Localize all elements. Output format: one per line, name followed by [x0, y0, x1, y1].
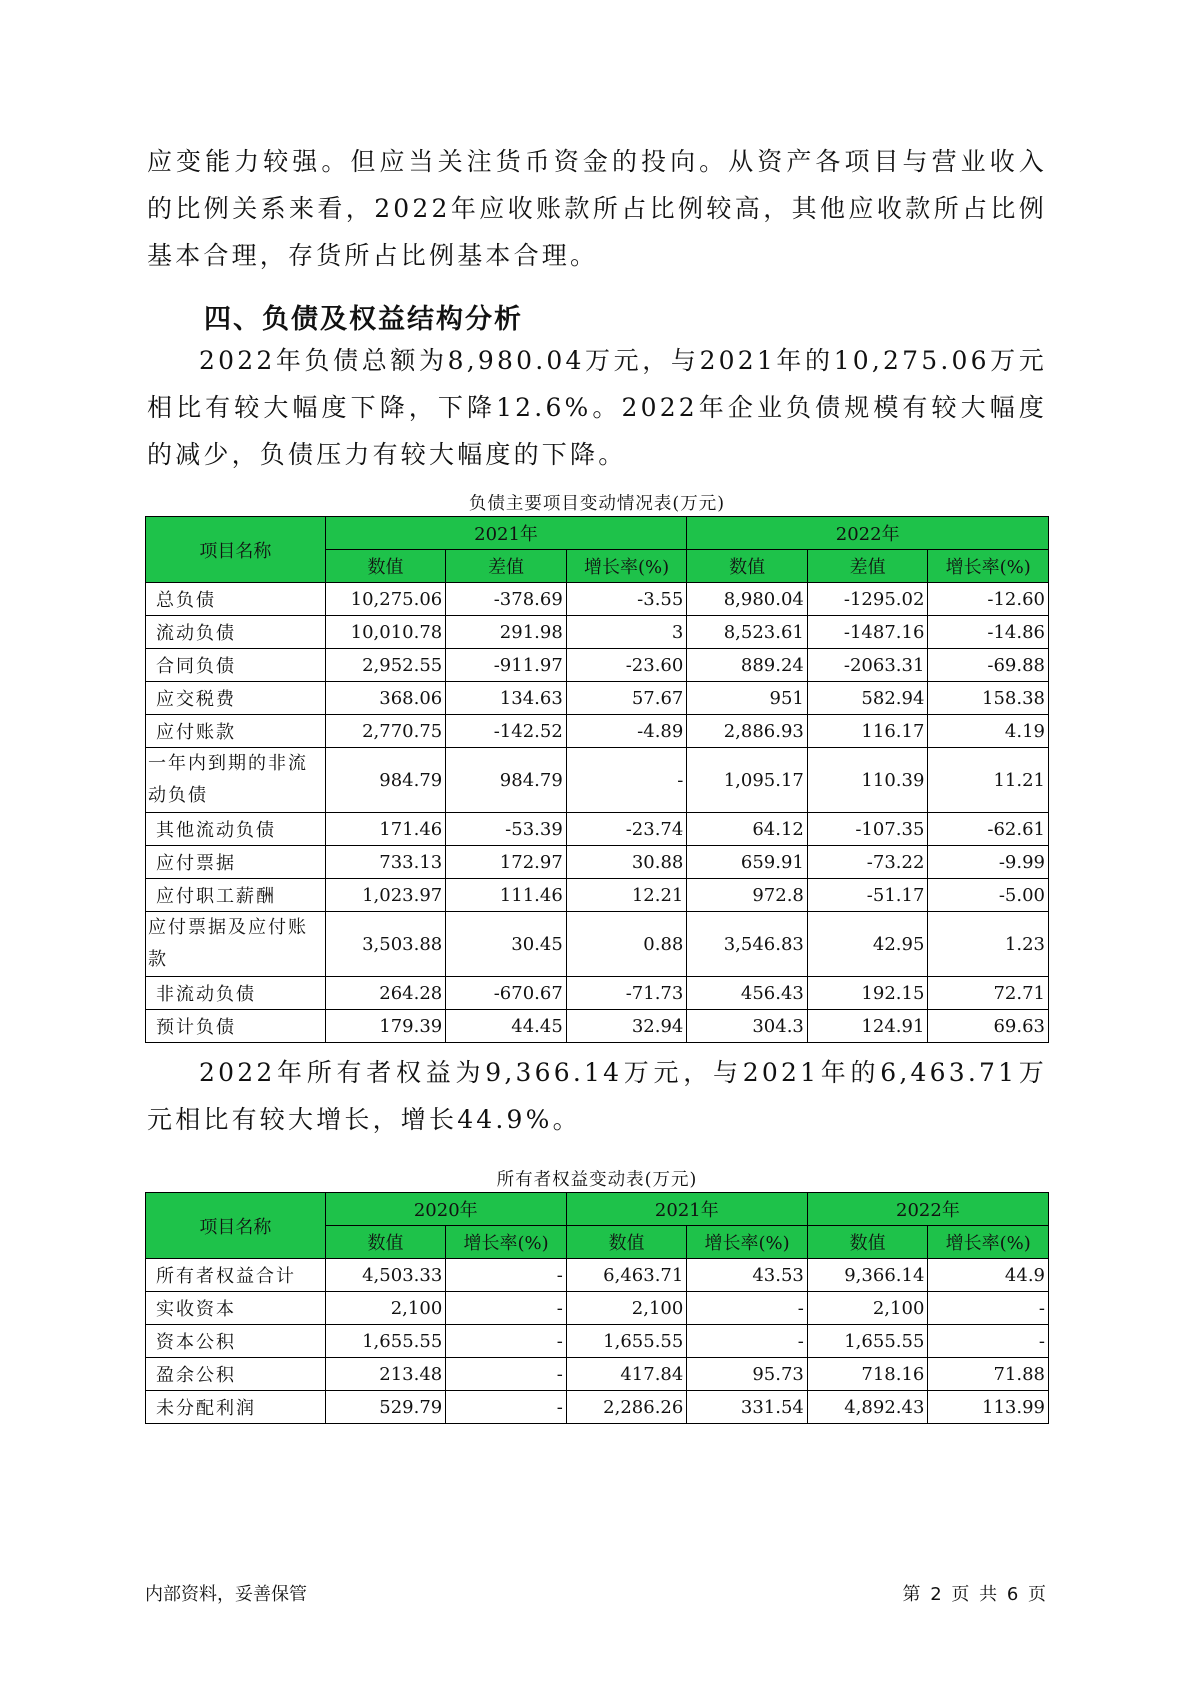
row-label: 所有者权益合计 [146, 1259, 326, 1292]
col-header-item: 项目名称 [146, 517, 326, 583]
table-cell: 42.95 [807, 912, 928, 977]
table-cell: 110.39 [807, 748, 928, 813]
year-header: 2022年 [687, 517, 1049, 550]
row-label: 应付票据 [146, 846, 326, 879]
table-cell: 116.17 [807, 715, 928, 748]
table-row [146, 879, 1049, 912]
table-cell: 57.67 [566, 682, 687, 715]
table-cell: 291.98 [446, 616, 567, 649]
row-label: 应付票据及应付账款 [146, 912, 326, 977]
table-cell: 44.45 [446, 1010, 567, 1043]
liability-table-caption: 负债主要项目变动情况表(万元) [468, 494, 726, 514]
footer-confidential: 内部资料，妥善保管 [145, 1584, 307, 1605]
table-cell: -51.17 [807, 879, 928, 912]
row-label: 一年内到期的非流动负债 [146, 748, 326, 813]
table-cell: 984.79 [446, 748, 567, 813]
table-cell: 3,546.83 [687, 912, 808, 977]
table-cell: 3,503.88 [325, 912, 446, 977]
table-cell: 659.91 [687, 846, 808, 879]
table-cell: 582.94 [807, 682, 928, 715]
sub-header: 数值 [325, 1226, 446, 1259]
table-cell: 304.3 [687, 1010, 808, 1043]
table-cell: 6,463.71 [566, 1259, 687, 1292]
table-cell: 733.13 [325, 846, 446, 879]
table-cell: -62.61 [928, 813, 1049, 846]
table-cell: -670.67 [446, 977, 567, 1010]
table-cell: 8,523.61 [687, 616, 808, 649]
row-label: 流动负债 [146, 616, 326, 649]
table-cell: 213.48 [325, 1358, 446, 1391]
table-cell: 2,286.26 [566, 1391, 687, 1424]
year-header: 2021年 [325, 517, 687, 550]
table-cell: 113.99 [928, 1391, 1049, 1424]
table-cell: 30.45 [446, 912, 567, 977]
row-label: 其他流动负债 [146, 813, 326, 846]
year-header: 2021年 [566, 1193, 807, 1226]
table-cell: 331.54 [687, 1391, 808, 1424]
table-cell: -4.89 [566, 715, 687, 748]
sub-header: 数值 [807, 1226, 928, 1259]
table-cell: -53.39 [446, 813, 567, 846]
sub-header: 数值 [687, 550, 808, 583]
table-cell: 417.84 [566, 1358, 687, 1391]
table-cell: - [446, 1358, 567, 1391]
table-cell: 1,023.97 [325, 879, 446, 912]
table-cell: -3.55 [566, 583, 687, 616]
equity-table-body [146, 1259, 1049, 1424]
table-cell: 95.73 [687, 1358, 808, 1391]
table-cell: -378.69 [446, 583, 567, 616]
table-cell: 1,655.55 [807, 1325, 928, 1358]
sub-header: 增长率(%) [446, 1226, 567, 1259]
table-cell: 456.43 [687, 977, 808, 1010]
table-cell: -69.88 [928, 649, 1049, 682]
table-cell: -73.22 [807, 846, 928, 879]
row-label: 应交税费 [146, 682, 326, 715]
table-cell: - [928, 1325, 1049, 1358]
row-label: 合同负债 [146, 649, 326, 682]
table-cell: 134.63 [446, 682, 567, 715]
table-cell: 43.53 [687, 1259, 808, 1292]
equity-table-caption: 所有者权益变动表(万元) [496, 1170, 698, 1190]
liability-table [145, 516, 1049, 1043]
table-cell: - [566, 748, 687, 813]
table-cell: -5.00 [928, 879, 1049, 912]
sub-header: 差值 [446, 550, 567, 583]
table-row [146, 649, 1049, 682]
sub-header: 增长率(%) [566, 550, 687, 583]
row-label: 总负债 [146, 583, 326, 616]
table-cell: 69.63 [928, 1010, 1049, 1043]
table-row [146, 616, 1049, 649]
table-cell: 12.21 [566, 879, 687, 912]
table-cell: 1,655.55 [566, 1325, 687, 1358]
table-cell: 718.16 [807, 1358, 928, 1391]
row-label: 资本公积 [146, 1325, 326, 1358]
table-cell: 984.79 [325, 748, 446, 813]
liability-paragraph: 2022年负债总额为8,980.04万元，与2021年的10,275.06万元相比有较大幅度下降，下降12.6%。2022年企业负债规模有较大幅度的减少，负债压力有较大幅度的下降。 [147, 346, 1047, 469]
table-cell: - [687, 1292, 808, 1325]
table-cell: -23.74 [566, 813, 687, 846]
table-cell: -107.35 [807, 813, 928, 846]
table-cell: - [446, 1292, 567, 1325]
table-row [146, 1259, 1049, 1292]
table-cell: 2,100 [807, 1292, 928, 1325]
table-cell: 4,892.43 [807, 1391, 928, 1424]
year-header: 2020年 [325, 1193, 566, 1226]
table-cell: 44.9 [928, 1259, 1049, 1292]
table-cell: 11.21 [928, 748, 1049, 813]
table-cell: 72.71 [928, 977, 1049, 1010]
table-cell: 111.46 [446, 879, 567, 912]
table-row [146, 912, 1049, 977]
table-cell: -142.52 [446, 715, 567, 748]
table-cell: 1.23 [928, 912, 1049, 977]
table-cell: 10,275.06 [325, 583, 446, 616]
table-cell: -23.60 [566, 649, 687, 682]
table-cell: -71.73 [566, 977, 687, 1010]
table-cell: 158.38 [928, 682, 1049, 715]
table-cell: 2,952.55 [325, 649, 446, 682]
table-row [146, 1010, 1049, 1043]
table-cell: 529.79 [325, 1391, 446, 1424]
row-label: 实收资本 [146, 1292, 326, 1325]
table-cell: -9.99 [928, 846, 1049, 879]
table-cell: 2,770.75 [325, 715, 446, 748]
table-cell: 4.19 [928, 715, 1049, 748]
sub-header: 增长率(%) [687, 1226, 808, 1259]
table-row [146, 1292, 1049, 1325]
table-cell: 171.46 [325, 813, 446, 846]
row-label: 未分配利润 [146, 1391, 326, 1424]
table-cell: 32.94 [566, 1010, 687, 1043]
table-cell: 3 [566, 616, 687, 649]
table-cell: 179.39 [325, 1010, 446, 1043]
sub-header: 数值 [566, 1226, 687, 1259]
footer-page-number: 第 2 页 共 6 页 [902, 1584, 1046, 1605]
table-cell: -12.60 [928, 583, 1049, 616]
row-label: 非流动负债 [146, 977, 326, 1010]
section-heading: 四、负债及权益结构分析 [204, 304, 523, 335]
sub-header: 增长率(%) [928, 550, 1049, 583]
table-cell: 2,886.93 [687, 715, 808, 748]
table-cell: 172.97 [446, 846, 567, 879]
table-cell: - [446, 1259, 567, 1292]
table-cell: 889.24 [687, 649, 808, 682]
table-cell: 192.15 [807, 977, 928, 1010]
table-row [146, 583, 1049, 616]
table-cell: - [446, 1391, 567, 1424]
table-cell: 951 [687, 682, 808, 715]
table-cell: -14.86 [928, 616, 1049, 649]
table-cell: 64.12 [687, 813, 808, 846]
year-header: 2022年 [807, 1193, 1048, 1226]
table-cell: 10,010.78 [325, 616, 446, 649]
table-cell: -2063.31 [807, 649, 928, 682]
equity-paragraph: 2022年所有者权益为9,366.14万元，与2021年的6,463.71万元相比有较大增长，增长44.9%。 [147, 1058, 1047, 1134]
table-cell: -1295.02 [807, 583, 928, 616]
sub-header: 差值 [807, 550, 928, 583]
table-cell: 264.28 [325, 977, 446, 1010]
col-header-item: 项目名称 [146, 1193, 326, 1259]
table-row [146, 715, 1049, 748]
table-row [146, 682, 1049, 715]
row-label: 预计负债 [146, 1010, 326, 1043]
sub-header: 增长率(%) [928, 1226, 1049, 1259]
table-cell: 972.8 [687, 879, 808, 912]
table-row [146, 1325, 1049, 1358]
liability-table-body [146, 583, 1049, 1043]
table-cell: 8,980.04 [687, 583, 808, 616]
row-label: 盈余公积 [146, 1358, 326, 1391]
table-cell: 2,100 [566, 1292, 687, 1325]
equity-table [145, 1192, 1049, 1424]
sub-header: 数值 [325, 550, 446, 583]
table-row [146, 748, 1049, 813]
table-cell: -1487.16 [807, 616, 928, 649]
table-row [146, 1358, 1049, 1391]
table-cell: 4,503.33 [325, 1259, 446, 1292]
table-cell: 1,095.17 [687, 748, 808, 813]
table-row [146, 1391, 1049, 1424]
table-cell: 368.06 [325, 682, 446, 715]
intro-paragraph: 应变能力较强。但应当关注货币资金的投向。从资产各项目与营业收入的比例关系来看，2022年应收账款所占比例较高，其他应收款所占比例基本合理，存货所占比例基本合理。 [147, 147, 1047, 270]
table-cell: 71.88 [928, 1358, 1049, 1391]
table-cell: 2,100 [325, 1292, 446, 1325]
table-cell: - [928, 1292, 1049, 1325]
table-cell: 1,655.55 [325, 1325, 446, 1358]
table-cell: - [687, 1325, 808, 1358]
row-label: 应付账款 [146, 715, 326, 748]
table-cell: - [446, 1325, 567, 1358]
table-cell: -911.97 [446, 649, 567, 682]
table-cell: 124.91 [807, 1010, 928, 1043]
table-cell: 9,366.14 [807, 1259, 928, 1292]
table-cell: 0.88 [566, 912, 687, 977]
table-cell: 30.88 [566, 846, 687, 879]
table-row [146, 813, 1049, 846]
table-row [146, 977, 1049, 1010]
table-row [146, 846, 1049, 879]
row-label: 应付职工薪酬 [146, 879, 326, 912]
